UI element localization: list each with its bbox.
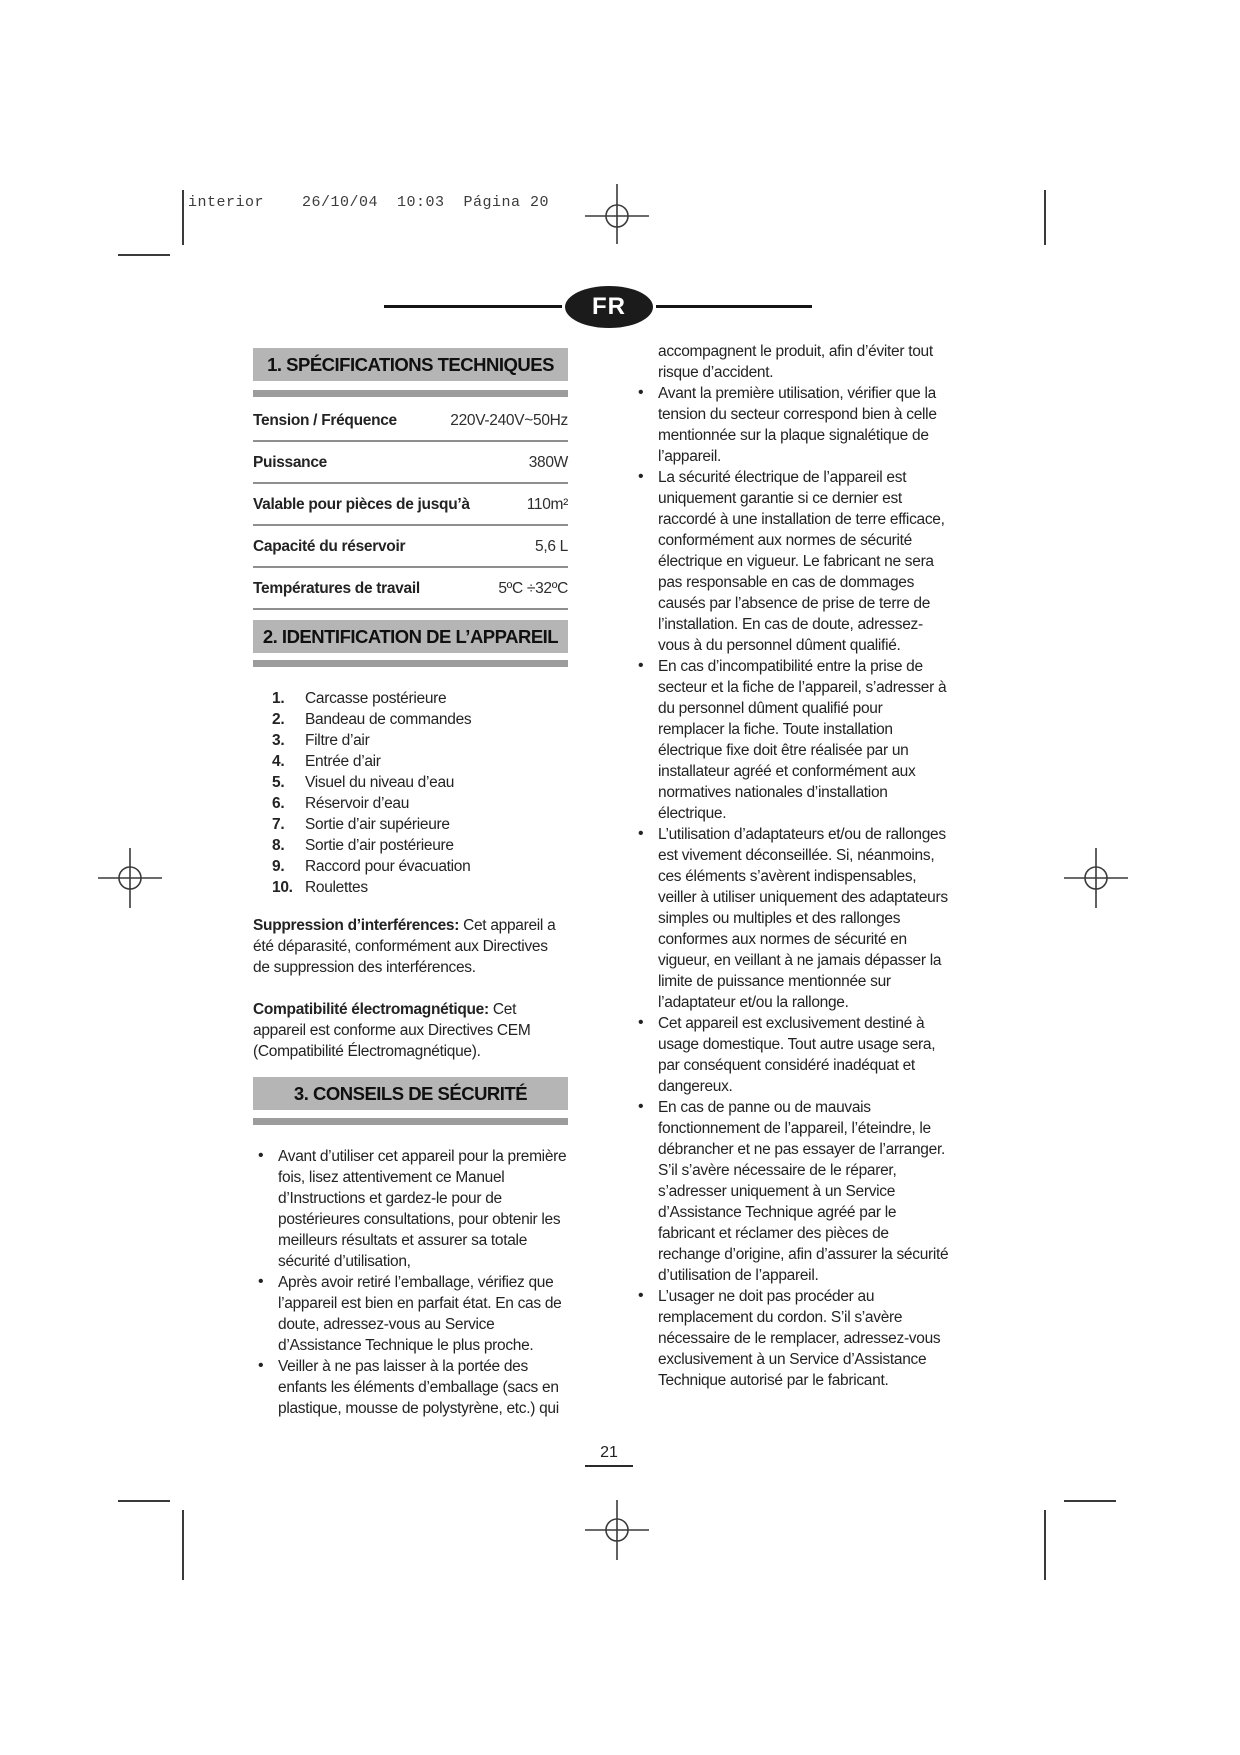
continuation-text: accompagnent le produit, afin d’éviter tout risque d’accident. bbox=[658, 343, 933, 381]
spec-row bbox=[253, 484, 568, 526]
crop-mark-icon bbox=[118, 1500, 170, 1502]
item-number: 6. bbox=[272, 795, 285, 812]
item-text: Entrée d’air bbox=[305, 753, 381, 770]
bullet-item: • Avant d’utiliser cet appareil pour la première fois, lisez attentivement ce Manuel d’Instructions et gardez-le pour de postérieures consultations, pour obtenir les meilleurs résultats et assurer sa totale sécurité d’utilisation, bbox=[253, 1146, 568, 1272]
spec-value: 5,6 L bbox=[535, 537, 568, 555]
list-item bbox=[253, 688, 568, 709]
paragraph-text: Cet appareil a été déparasité, conformément aux Directives de suppression des interférences. bbox=[253, 917, 556, 976]
spec-value: 5ºC ÷32ºC bbox=[498, 579, 568, 597]
item-number: 1. bbox=[272, 690, 285, 707]
spec-label: Températures de travail bbox=[253, 579, 420, 597]
bullet-item: • En cas d’incompatibilité entre la prise de secteur et la fiche de l’appareil, s’adresser à du personnel dûment qualifié pour remplacer la fiche. Toute installation électrique fixe doit être réalisée par un installateur agréé et conformément aux normatives nationales d’installation électrique. bbox=[638, 656, 950, 824]
spec-row bbox=[253, 568, 568, 610]
item-number: 8. bbox=[272, 837, 285, 854]
list-item bbox=[253, 751, 568, 772]
section-heading-identification: 2. IDENTIFICATION DE L’APPAREIL bbox=[253, 620, 568, 653]
spec-row bbox=[253, 400, 568, 442]
right-column bbox=[638, 341, 950, 1391]
registration-mark-icon bbox=[585, 1498, 649, 1562]
left-column bbox=[253, 348, 568, 1419]
safety-bullets-right bbox=[638, 383, 950, 1391]
bullet-item: • Avant la première utilisation, vérifier que la tension du secteur correspond bien à celle mentionnée sur la plaque signalétique de l’appareil. bbox=[638, 383, 950, 467]
bullet-item: • Après avoir retiré l’emballage, vérifiez que l’appareil est bien en parfait état. En cas de doute, adressez-vous au Service d’Assistance Technique le plus proche. bbox=[253, 1272, 568, 1356]
badge-rule-right bbox=[656, 305, 812, 308]
spec-value: 220V-240V~50Hz bbox=[450, 411, 568, 429]
list-item bbox=[253, 709, 568, 730]
crop-mark-icon bbox=[1044, 1510, 1046, 1580]
crop-mark-icon bbox=[182, 190, 184, 245]
paragraph-lead: Suppression d’interférences: bbox=[253, 917, 460, 934]
section-heading-safety: 3. CONSEILS DE SÉCURITÉ bbox=[253, 1077, 568, 1110]
spec-label: Valable pour pièces de jusqu’à bbox=[253, 495, 470, 513]
section-heading-specifications: 1. SPÉCIFICATIONS TECHNIQUES bbox=[253, 348, 568, 381]
item-number: 4. bbox=[272, 753, 285, 770]
section-rule bbox=[253, 1118, 568, 1125]
safety-bullets-left bbox=[253, 1146, 568, 1419]
bullet-item: • Cet appareil est exclusivement destiné à usage domestique. Tout autre usage sera, par conséquent considéré inadéquat et dangereux. bbox=[638, 1013, 950, 1097]
item-text: Visuel du niveau d’eau bbox=[305, 774, 455, 791]
print-header: interior 26/10/04 10:03 Página 20 bbox=[188, 194, 550, 211]
interference-paragraph bbox=[253, 915, 568, 978]
list-item bbox=[253, 835, 568, 856]
list-item bbox=[253, 814, 568, 835]
spec-label: Capacité du réservoir bbox=[253, 537, 406, 555]
crop-mark-icon bbox=[1064, 1500, 1116, 1502]
item-text: Sortie d’air supérieure bbox=[305, 816, 450, 833]
crop-mark-icon bbox=[182, 1510, 184, 1580]
list-item bbox=[253, 730, 568, 751]
item-text: Sortie d’air postérieure bbox=[305, 837, 454, 854]
crop-mark-icon bbox=[1044, 190, 1046, 245]
spec-label: Puissance bbox=[253, 453, 327, 471]
item-number: 3. bbox=[272, 732, 285, 749]
language-badge-label: FR bbox=[592, 293, 626, 320]
item-text: Filtre d’air bbox=[305, 732, 370, 749]
list-item bbox=[253, 856, 568, 877]
crop-mark-icon bbox=[118, 254, 170, 256]
section-rule bbox=[253, 390, 568, 397]
item-text: Réservoir d’eau bbox=[305, 795, 410, 812]
item-text: Raccord pour évacuation bbox=[305, 858, 471, 875]
paragraph-text: Cet appareil est conforme aux Directives CEM (Compatibilité Électromagnétique). bbox=[253, 1001, 531, 1060]
identification-list bbox=[253, 688, 568, 898]
item-text: Bandeau de commandes bbox=[305, 711, 472, 728]
registration-mark-icon bbox=[1064, 846, 1128, 910]
bullet-item: • La sécurité électrique de l’appareil est uniquement garantie si ce dernier est raccordé à une installation de terre efficace, conformément aux normes de sécurité électrique en vigueur. Le fabricant ne sera pas responsable en cas de dommages causés par l’absence de prise de terre de l’installation. En cas de doute, adressez-vous à du personnel dûment qualifié. bbox=[638, 467, 950, 656]
list-item bbox=[253, 793, 568, 814]
spec-label: Tension / Fréquence bbox=[253, 411, 397, 429]
spec-row bbox=[253, 526, 568, 568]
paragraph-lead: Compatibilité électromagnétique: bbox=[253, 1001, 489, 1018]
bullet-item: • L’utilisation d’adaptateurs et/ou de rallonges est vivement déconseillée. Si, néanmoins, ces éléments s’avèrent indispensables, veiller à utiliser uniquement des adaptateurs simples ou multiples et des rallonges conformes aux normes de sécurité en vigueur, en veillant à ne jamais dépasser la limite de puissance mentionnée sur l’adaptateur et/ou la rallonge. bbox=[638, 824, 950, 1013]
item-text: Roulettes bbox=[305, 879, 368, 896]
item-text: Carcasse postérieure bbox=[305, 690, 447, 707]
registration-mark-icon bbox=[585, 182, 649, 246]
spec-value: 380W bbox=[528, 453, 568, 471]
bullet-item: • Veiller à ne pas laisser à la portée des enfants les éléments d’emballage (sacs en plastique, mousse de polystyrène, etc.) qui bbox=[253, 1356, 568, 1419]
item-number: 9. bbox=[272, 858, 285, 875]
page-number: 21 bbox=[585, 1444, 633, 1467]
spec-row bbox=[253, 442, 568, 484]
spec-value: 110m² bbox=[526, 495, 568, 513]
item-number: 10. bbox=[272, 879, 293, 896]
item-number: 7. bbox=[272, 816, 285, 833]
badge-rule-left bbox=[384, 305, 562, 308]
section-rule bbox=[253, 660, 568, 667]
bullet-item: • L’usager ne doit pas procéder au remplacement du cordon. S’il s’avère nécessaire de le remplacer, adressez-vous exclusivement à un Service d’Assistance Technique autorisé par le fabricant. bbox=[638, 1286, 950, 1391]
item-number: 2. bbox=[272, 711, 285, 728]
language-badge bbox=[565, 286, 653, 328]
registration-mark-icon bbox=[98, 846, 162, 910]
list-item bbox=[253, 772, 568, 793]
item-number: 5. bbox=[272, 774, 285, 791]
list-item bbox=[253, 877, 568, 898]
bullet-item: • En cas de panne ou de mauvais fonctionnement de l’appareil, l’éteindre, le débrancher et ne pas essayer de l’arranger. S’il s’avère nécessaire de le réparer, s’adresser uniquement à un Service d’Assistance Technique agréé par le fabricant et réclamer des pièces de rechange d’origine, afin d’assurer la sécurité d’utilisation de l’appareil. bbox=[638, 1097, 950, 1286]
emc-paragraph bbox=[253, 999, 568, 1062]
spec-table bbox=[253, 400, 568, 610]
